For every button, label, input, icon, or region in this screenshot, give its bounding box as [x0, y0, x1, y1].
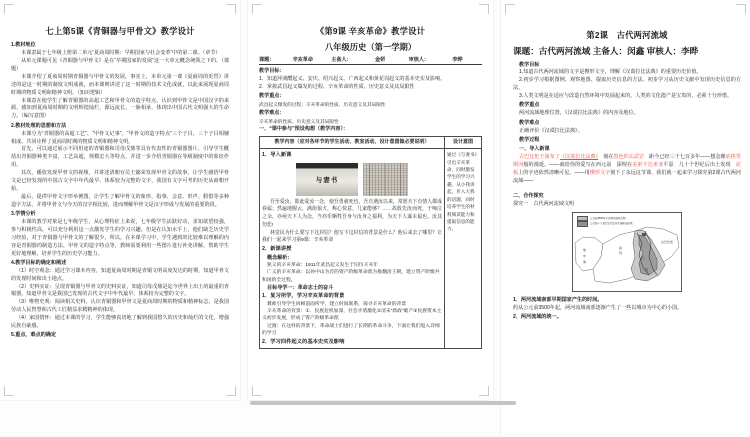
- svg-text:利: 利: [619, 251, 623, 256]
- book-cover-image: [296, 163, 358, 196]
- document-page-2[interactable]: [248, 0, 493, 400]
- paragraph: 本课意在使学生了解青铜器的高超工艺和甲骨文的造字特点，认识到甲骨文是中国汉字的来源，感知到夏商周时期的文明辉煌灿烂，源远流长，一脉相承，体现出中国古代文明强大的生命力。（编写意图）: [11, 97, 229, 120]
- content-heading: 1．导入新课: [262, 152, 292, 159]
- paragraph: （4）家国情怀：通过本课的学习，学生能够真切地了解到我国悠久的历史和灿烂的文化，增强民族自豪感。: [11, 315, 229, 330]
- paragraph: （1）时空观念：通过学习课本内容，知道夏商周时期是青铜文明高度发达的时期，知道甲骨文的发现时间和出土地点。: [11, 267, 229, 282]
- svg-text:中: 中: [583, 254, 587, 259]
- document-page-3[interactable]: [501, 0, 750, 437]
- svg-text:古巴比伦: 古巴比伦: [661, 240, 674, 245]
- paragraph: 1.知道古代两河流域的文字是楔形文字，理解《汉谟拉比法典》的重要历史价值。: [519, 69, 702, 76]
- table-row: [260, 149, 482, 349]
- content-paragraph: 林觉民为什么要写下这封信？他写下这封信的背景是什么？他后来去了哪里？让我们一起来学习第9课：辛亥革命: [262, 230, 442, 244]
- table-header-content: 教学内容（应对各环节的学生活动、教室活动、设计意图做必要说明）: [260, 137, 445, 149]
- meta-value-0: 辛亥革命: [292, 57, 313, 64]
- meta-value-1: 金妍: [375, 57, 386, 64]
- legend-label-0: 公元前3500年左右两河流域文明: [590, 216, 626, 220]
- lesson-plan-table: [259, 136, 482, 349]
- svg-text:海: 海: [583, 260, 587, 265]
- content-heading: 2．新课讲授: [262, 246, 292, 253]
- table-header-row: [260, 137, 482, 149]
- content-paragraph: 狭义的辛亥革命：1911年武昌起义发生于旧历辛亥年: [267, 262, 379, 268]
- meta-label-2: 审核人：: [408, 57, 430, 64]
- paragraph: 本课介绍了夏商周时期青铜器与甲骨文的发展。事实上，本单元第一课《夏商周的更替》讲述的是这一时期的制度文明成就，而本课则讲述了这一时期的技术文化成就，以此来展现夏商周时期的物质文明和精神文明。（知识逻辑）: [11, 73, 229, 96]
- intro-run-13: 刻下了永远: [610, 170, 636, 177]
- paragraph: 两河流域地理位置，《汉谟拉比法典》的内容及地位。: [519, 110, 639, 117]
- intro-run-1: 《汉谟拉比法典》: [559, 154, 599, 161]
- lesson-intro-paragraph: [513, 154, 741, 186]
- page-3-body: [513, 62, 741, 155]
- handwritten-letter-image: [363, 163, 408, 196]
- scrollbar-thumb[interactable]: [250, 401, 516, 405]
- intro-run-4: 距今已经三千七百多年: [644, 154, 701, 161]
- map-graphic-icon: [573, 213, 681, 291]
- design-intent-cell: 通过《与妻书》引出辛亥革命，同时激发学生的学习兴趣，从小我讲起，步入大我的话题，同时培养学生的材料阅读能力和提取信息的能力。: [447, 152, 477, 232]
- section-heading: 教学目标：: [259, 68, 285, 75]
- intro-run-6: 底格里斯河: [513, 154, 741, 169]
- legend-label-1: 公元前十八世纪古巴比伦王国统治区域: [590, 222, 633, 226]
- meta-value-2: 李晔: [452, 57, 463, 64]
- intro-run-3: 黑色的玄武岩: [613, 154, 645, 161]
- svg-text:地: 地: [583, 248, 587, 253]
- meta-label-0: 课题：: [259, 57, 275, 64]
- svg-text:叙: 叙: [619, 246, 623, 251]
- intro-run-2: 刻在: [598, 154, 614, 161]
- paragraph: 首先，可以通过展示不同用途的青铜器和司母戊鼎等具有代表性的青铜器图片，引导学生概括出青铜器种类丰富，工艺高超，规模宏大等特点，并进一步介绍青铜器在等级制度中的象征作用。: [11, 146, 229, 169]
- svg-text:苏: 苏: [645, 268, 649, 273]
- intro-run-0: 古巴比伦王颁布了: [519, 154, 560, 161]
- content-heading: 2．学习四件起义的基本史实及影响: [262, 338, 345, 345]
- page-3-subtitle: 课题：古代两河流域 主备人：闵鑫 审核人：李晔: [513, 46, 699, 57]
- paragraph: 3.人类文明是在适应与改造自然环境中发展起来的，人类的文化遗产是宝贵的，必须十分珍惜。: [519, 93, 733, 100]
- paragraph: 2．掌握武昌起义爆发的过程、辛亥革命的性质、历史意义及其局限性: [259, 83, 415, 90]
- note-text: 武昌起义爆发的过程；辛亥革命的性质、历史意义及其局限性: [259, 102, 386, 108]
- page-2-title: 《第9课 辛亥革命》教学设计: [315, 26, 426, 36]
- section-heading: 一、导入新课: [519, 146, 550, 153]
- question-1: 1．两河流域南部早期国家产生的时间。: [513, 297, 603, 304]
- section-heading: 教学目标: [519, 61, 540, 68]
- section-heading: 教学重点: [519, 102, 540, 109]
- paragraph: （2）史料实证：呈现青铜器与甲骨文的史料实证，知道司母戊鼎是迄今世界上出土的最重的青铜器，知道甲骨文是我国已发现的古代文字中年代最早、体系较为完整的文字。: [11, 283, 229, 298]
- section-2-heading: 二、合作探究: [513, 193, 544, 200]
- page-2-body: [259, 68, 482, 134]
- paragraph: 本课的教学对象是七年级学生，从心理特征上来说，七年级学生活跃好动，求知欲望较强，参与积极性高，可以充分利用这一点激发学生的学习兴趣。但是在认知水平上，他们缺乏历史学习经验，对于青铜器与甲骨文的了解很少。所以，在本课学习中，学生遇到的比较难以理解的内容是青铜器的制造方法、甲骨文的造字特点等，教师需要利用一些图片进行补充讲解，帮助学生更好地理解，培养学生的历史学习能力。: [11, 218, 229, 257]
- paragraph: 1．知道萍浏醴起义、安庆、绍兴起义、广西起义和黄花岗起义的基本史实及影响。: [259, 76, 446, 83]
- section-heading: 4.教学目标的确定和阐述: [11, 259, 67, 266]
- page-3-title: 第2课 古代两河流域: [586, 30, 668, 40]
- paragraph: 2.初步学习根据图例、观察地图、提取历史信息的方法。初步学习从历史文献中发现历史信息的方法。: [513, 77, 741, 92]
- paragraph: 其次，播放发现甲骨文的视频，并讲述清朝官员王懿荣发现甲骨文的故事，让学生感悟甲骨文是已经发现的中国古文字中年代最早、体系较为完整的文字，我国有文字可考的历史从商朝开始。: [11, 170, 229, 192]
- section-heading: 教学重点：: [259, 93, 285, 100]
- meta-label-1: 主备人：: [331, 57, 352, 64]
- intro-run-8: 美索不达米亚: [632, 162, 664, 169]
- paragraph: （3）唯物史观：阅读相关史料，认识青铜器和甲骨文是夏商周时期的物质和精神标志，是我国劳动人民智慧和古代工匠精益求精精神的体现。: [11, 299, 229, 314]
- paragraph: 本课隶属于七年级上册第二单元“夏商周时期：早期国家与社会变革”中的第二课。（章节）: [21, 50, 221, 57]
- section-heading: 教学难点: [519, 119, 540, 126]
- answer-1: 约从公元前3500年起，两河流域南部逐渐产生了一些以城市为中心的小国。: [513, 305, 683, 312]
- mesopotamia-map: [572, 212, 682, 292]
- section-heading: 一、“课中参与”预设构想（教学内容）：: [259, 126, 349, 133]
- document-page-1[interactable]: [0, 0, 240, 400]
- intro-run-7: 般的漫延。——就给你的爱写在西元前 深埋在: [523, 162, 633, 169]
- note-text: 辛亥革命的性质、历史意义及其局限性: [259, 118, 339, 124]
- paragraph: 本课分为“青铜器的高超工艺”、“甲骨文记事”、“甲骨文的造字特点”三个子目，三个子目相辅相成，共同诠释了夏商周时期的物质文明和精神文明。: [11, 130, 229, 145]
- page-2-meta-row: [259, 56, 482, 65]
- content-paragraph: 过渡：在这样的背景下，革命战士们进行了长期的革命斗争，下面让我们进入详细的学习: [262, 323, 440, 337]
- content-subheading: 目标导学一：革命志士的奋斗: [267, 284, 334, 291]
- section-heading: 3.学情分析: [11, 211, 36, 218]
- intro-run-14: 这节课，我们就一起来学习探究第2课古代两河流域——: [513, 170, 741, 184]
- section-heading: 5.重点、难点的确定: [11, 332, 56, 339]
- paragraph: 最后，提供甲骨文字形举例图，让学生了解甲骨文的象形、指事、会意、形声、假借等多种造字方法，并将甲骨文与今天的汉字相比较，进而理解甲骨文是汉字形成与发展的重要阶段。: [11, 193, 229, 208]
- intro-run-12: 楔形文字: [589, 170, 611, 177]
- section-heading: 1.教材地位: [11, 42, 36, 49]
- content-paragraph: 教师引导学生回顾前面所学，建立时间联系，探寻辛亥革命的背景: [267, 301, 407, 307]
- svg-text:巴: 巴: [641, 256, 645, 261]
- intro-run-10: 泥板: [513, 162, 741, 177]
- section-heading: 2.教材处理的思想和方法: [11, 122, 67, 129]
- paragraph: 从单元课题可见《青铜器与甲骨文》是在“早期国家的发展”这一大单元概念统领之下的。（课题）: [11, 58, 229, 73]
- question-2: 2．两河流域的统一。: [513, 314, 562, 321]
- page-1-body: [11, 42, 229, 340]
- section-heading: 教学难点：: [259, 109, 285, 116]
- table-header-intent: 设计意图: [445, 137, 482, 149]
- content-paragraph: 辛亥革命的背景：①．民族危机加深，社会矛盾激化②清末“新政”破产③民族资本主义初步发展，形成了资产阶级革命派: [262, 308, 442, 322]
- intro-run-9: 平原 几十个世纪后出土发现: [663, 162, 731, 169]
- teaching-content-cell: [262, 151, 442, 346]
- horizontal-scrollbar[interactable]: [0, 399, 750, 408]
- paragraph: 正确评价《汉谟拉比法典》。: [519, 127, 583, 134]
- intro-run-5: ——想念像: [700, 154, 726, 161]
- page-1-title: 七上第5课《青铜器与甲骨文》教学设计: [45, 26, 195, 36]
- intro-run-11: 上的字迹依然清晰可见。——用: [518, 170, 590, 177]
- explore-heading: 探究一 古代两河流域文明: [513, 201, 575, 208]
- content-heading: 1．复习所学，学习辛亥革命的背景: [262, 293, 345, 300]
- image-row: [262, 163, 442, 196]
- content-subheading: 概念解析：: [267, 254, 293, 261]
- content-paragraph: 吾至爱汝，即此爱汝一念，使吾勇就死也。吾自遇汝以来，常愿天下有情人都成眷属；然遍地腥云，满街狼犬，称心快意，几家能够？……故敢先汝而死，于啼泣之余，亦亟天下人为念，当亦乐牺牲吾身与汝身之福利，为天下人谋永福也。汝其勿悲!: [262, 199, 442, 228]
- section-heading: 教学过程: [519, 137, 540, 144]
- page-2-subtitle: 八年级历史（第一学期）: [324, 42, 417, 53]
- content-paragraph: 广义的辛亥革命：以孙中山为首的资产阶级革命派为推翻清王朝，建立资产阶级共和国的全过程。: [262, 270, 440, 283]
